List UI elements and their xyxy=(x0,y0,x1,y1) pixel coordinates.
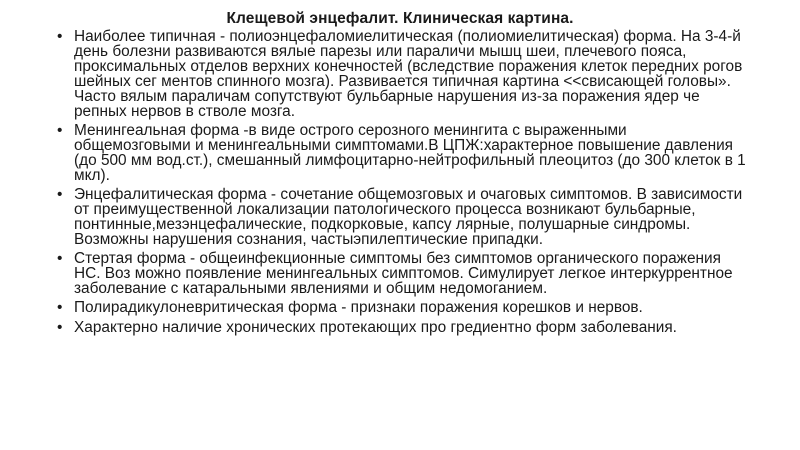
bullet-dot-icon: • xyxy=(57,186,63,204)
bullet-item xyxy=(57,318,747,336)
bullet-item xyxy=(57,121,747,184)
slide-title: Клещевой энцефалит. Клиническая картина. xyxy=(226,10,574,27)
bullet-item xyxy=(57,30,747,119)
bullet-list xyxy=(57,30,747,340)
bullet-dot-icon: • xyxy=(57,121,63,139)
bullet-dot-icon: • xyxy=(57,318,63,336)
bullet-item xyxy=(57,301,747,316)
bullet-text: Энцефалитическая форма - сочетание общемозговых и очаговых симптомов. В зависимости от преимущественной локализации патологического процесса возникают бульбарные, понтинные,мезэнцефалические, подкорковые, капсу лярные, полушарные синдромы. Возможны нарушения сознания, частыэпилептические припадки. xyxy=(74,186,743,248)
bullet-text: Характерно наличие хронических протекающих про гредиентно форм заболевания. xyxy=(74,318,677,336)
bullet-item xyxy=(57,188,747,248)
bullet-item xyxy=(57,252,747,297)
bullet-text: Наиболее типичная - полиоэнцефаломиелитическая (полиомиелитическая) форма. На 3-4-й день болезни развиваются вялые парезы или параличи мышц шеи, плечевого пояса, проксимальных отделов верхних конечностей (вследствие поражения клеток передних рогов шейных сег ментов спинного мозга). Развивается типичная картина <<свисающей головы». Часто вялым параличам сопутствуют бульбарные нарушения из-за поражения ядер че репных нервов в стволе мозга. xyxy=(74,28,743,120)
bullet-dot-icon: • xyxy=(57,250,63,268)
bullet-text: Полирадикулоневритическая форма - признаки поражения корешков и нервов. xyxy=(74,299,643,317)
bullet-dot-icon: • xyxy=(57,299,63,317)
bullet-text: Стертая форма - общеинфекционные симптомы без симптомов органического поражения НС. Воз можно появление менингеальных симптомов. Симулирует легкое интеркуррентное заболевание с катаральными явлениями и общим недомоганием. xyxy=(74,250,733,297)
bullet-dot-icon: • xyxy=(57,28,63,45)
bullet-text: Менингеальная форма -в виде острого серозного менингита с выраженными общемозговыми и менингеальными симптомами.В ЦПЖ:характерное повышение давления (до 500 мм вод.ст.), смешанный лимфоцитарно-нейтрофильный плеоцитоз (до 300 клеток в 1 мкл). xyxy=(74,121,746,184)
